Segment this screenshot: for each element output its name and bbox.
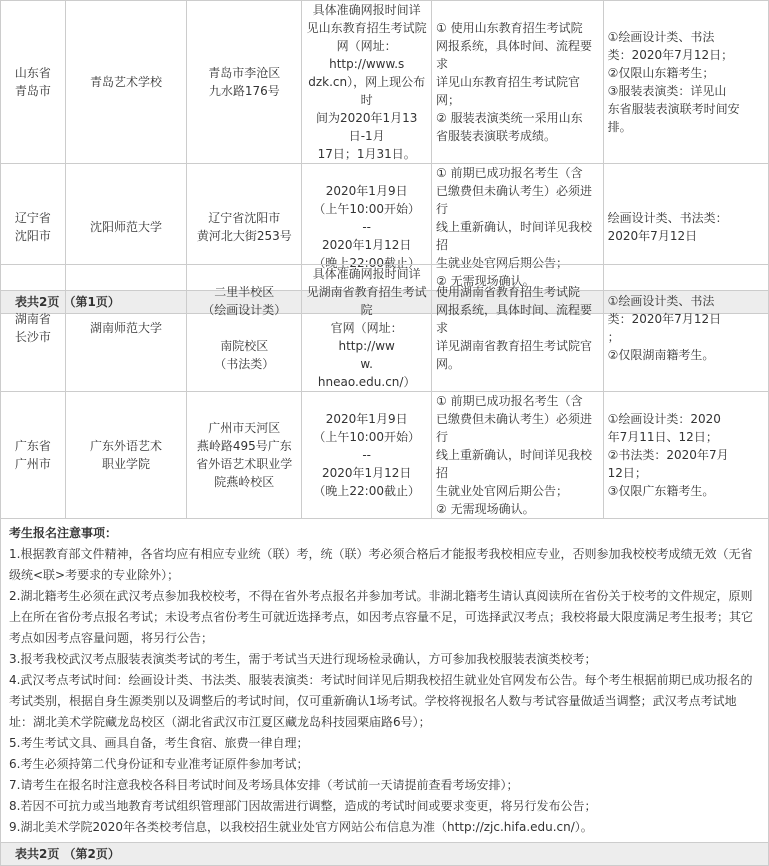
table-row-shandong [1, 1, 769, 164]
note-item: 7.请考生在报名时注意我校各科目考试时间及考场具体安排（考试前一天请提前查看考场安排）； [9, 778, 519, 792]
cell-exam-time: ①绘画设计类、书法 类：2020年7月12日； ②仅限山东籍考生； ③服装表演类：详见山 东省服装表演联考时间安 排。 [603, 1, 768, 164]
cell-address: 辽宁省沈阳市 黄河北大街253号 [187, 164, 302, 291]
note-item: 4.武汉考点考试时间：绘画设计类、书法类、服装表演类：考试时间详见后期我校招生就业处官网发布公告。每个考生根据前期已成功报名的考试类别，根据自身生源类别以及调整后的考试时间，仅可重新确认1场考试。学校将视报名人数与考试容量做适当调整；武汉考点考试地址：湖北美术学院藏龙岛校区（湖北省武汉市江夏区藏龙岛科技园栗庙路6号）； [9, 673, 753, 729]
cell-confirmation: ① 前期已成功报名考生（含 已缴费但未确认考生）必须进行 线上重新确认，时间详见我校招 生就业处官网后期公告； ② 无需现场确认。 [432, 392, 604, 519]
cell-registration-time: 2020年1月9日 （上午10:00开始） -- 2020年1月12日 （晚上22:00截止） [302, 164, 432, 291]
table-row-hunan [1, 265, 769, 392]
cell-confirmation: ① 前期已成功报名考生（含 已缴费但未确认考生）必须进行 线上重新确认，时间详见我校招 生就业处官网后期公告； ② 无需现场确认。 [432, 164, 604, 291]
cell-province: 广东省 广州市 [1, 392, 66, 519]
cell-school: 湖南师范大学 [65, 265, 186, 392]
note-item: 2.湖北籍考生必须在武汉考点参加我校校考，不得在省外考点报名并参加考试。非湖北籍考生请认真阅读所在省份关于校考的文件规定，原则上在所在省份考点报名考试；未设考点省份考生可就近选择考点，如因考点容量不足，可选择武汉考点；我校将最大限度满足考生报考；其它考点如因考点容量问题，将另行公告； [9, 589, 754, 645]
cell-school: 青岛艺术学校 [65, 1, 186, 164]
notes-row [1, 519, 769, 843]
notes-cell [1, 519, 769, 843]
note-item: 6.考生必须持第二代身份证和专业准考证原件参加考试； [9, 757, 309, 771]
cell-confirmation: 使用湖南省教育招生考试院 网报系统，具体时间、流程要求 详见湖南省教育招生考试院官 网。 [432, 265, 604, 392]
note-item: 5.考生考试文具、画具自备，考生食宿、旅费一律自理； [9, 736, 309, 750]
cell-registration-time: 具体准确网报时间详 见山东教育招生考试院 网（网址：http://www.s dzk.cn），网上现公布时 间为2020年1月13日-1月 17日；1月31日。 [302, 1, 432, 164]
cell-registration-time: 具体准确网报时间详 见湖南省教育招生考试院 官网（网址：http://ww w. hneao.edu.cn/） [302, 265, 432, 392]
cell-confirmation: ① 使用山东教育招生考试院 网报系统，具体时间、流程要求 详见山东教育招生考试院官网； ② 服装表演类统一采用山东 省服装表演联考成绩。 [432, 1, 604, 164]
notes-title: 考生报名注意事项： [9, 526, 118, 540]
cell-province: 辽宁省 沈阳市 [1, 164, 66, 291]
cell-province: 山东省 青岛市 [1, 1, 66, 164]
note-item: 8.若因不可抗力或当地教育考试组织管理部门因故需进行调整，造成的考试时间或要求变更，将另行发布公告； [9, 799, 597, 813]
cell-exam-time: ①绘画设计类：2020 年7月11日、12日； ②书法类：2020年7月 12日； ③仅限广东籍考生。 [603, 392, 768, 519]
page-label-row [1, 843, 769, 866]
cell-address: 广州市天河区 燕岭路495号广东 省外语艺术职业学 院燕岭校区 [187, 392, 302, 519]
note-item: 1.根据教育部文件精神，各省均应有相应专业统（联）考，统（联）考必须合格后才能报考我校相应专业，否则参加我校校考成绩无效（无省级统<联>考要求的专业除外）； [9, 547, 753, 582]
cell-address: 青岛市李沧区 九水路176号 [187, 1, 302, 164]
page-label-1: 表共2页 （第1页） [1, 291, 769, 314]
note-item: 9.湖北美术学院2020年各类校考信息，以我校招生就业处官方网站公布信息为准（http://zjc.hifa.edu.cn/）。 [9, 820, 593, 834]
cell-school: 沈阳师范大学 [65, 164, 186, 291]
cell-school: 广东外语艺术 职业学院 [65, 392, 186, 519]
admission-table-page-2 [0, 264, 769, 866]
cell-exam-time: ①绘画设计类、书法 类：2020年7月12日 ； ②仅限湖南籍考生。 [603, 265, 768, 392]
cell-exam-time: 绘画设计类、书法类： 2020年7月12日 [603, 164, 768, 291]
table-row-guangdong [1, 392, 769, 519]
cell-province: 湖南省 长沙市 [1, 265, 66, 392]
page-label-2: 表共2页 （第2页） [1, 843, 769, 866]
cell-address: 二里半校区 （绘画设计类） 南院校区 （书法类） [187, 265, 302, 392]
note-item: 3.报考我校武汉考点服装表演类考试的考生，需于考试当天进行现场检录确认，方可参加我校服装表演类校考； [9, 652, 597, 666]
cell-registration-time: 2020年1月9日 （上午10:00开始） -- 2020年1月12日 （晚上22:00截止） [302, 392, 432, 519]
